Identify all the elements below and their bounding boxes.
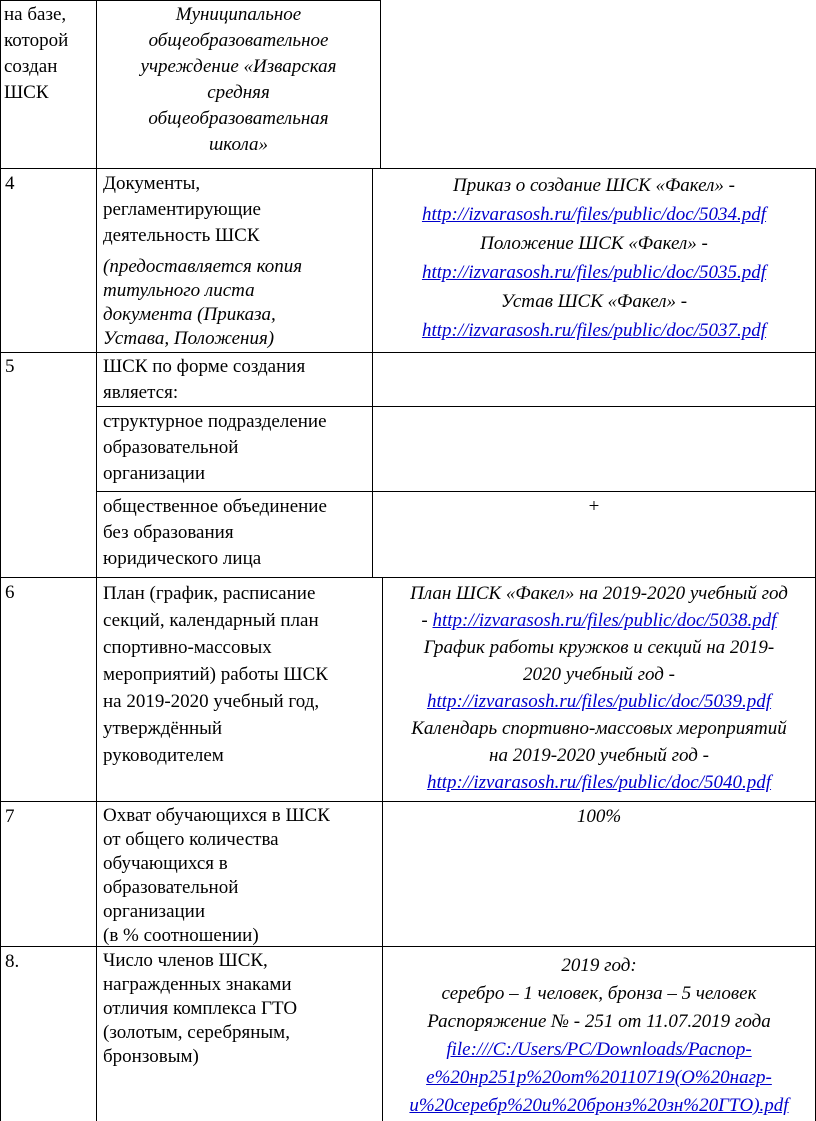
row6-value-text: График работы кружков и секций на 2019- — [423, 637, 775, 658]
row4-desc-line: регламентирующие — [103, 199, 261, 220]
row5-sub2-line: без образования — [103, 522, 234, 543]
row6-description — [103, 580, 328, 769]
row6-desc-line: руководителем — [103, 745, 224, 766]
row-top-col1-line: на базе, — [4, 4, 67, 25]
row5-option-public — [103, 494, 327, 572]
row6-desc-line: утверждённый — [103, 718, 223, 739]
row-top-col2-line: учреждение «Изварская — [140, 56, 337, 77]
row5-desc-line: ШСК по форме создания — [103, 356, 306, 377]
row6-value-text: - — [421, 610, 433, 631]
row8-desc-line: Число членов ШСК, — [103, 950, 268, 971]
row5-sub1-line: структурное подразделение — [103, 411, 327, 432]
gto-order-file-link[interactable]: е%20нр251р%20от%20110719(О%20нагр- — [426, 1067, 772, 1088]
row5-option-structural — [103, 409, 327, 487]
row8-description — [103, 949, 297, 1069]
row6-value-text: Календарь спортивно-массовых мероприятий — [411, 718, 787, 739]
doc-5035-link[interactable]: http://izvarasosh.ru/files/public/doc/5035.pdf — [421, 262, 767, 283]
row8-value-text: серебро – 1 человек, бронза – 5 человек — [441, 983, 757, 1004]
row4-value-text: Приказ о создание ШСК «Факел» - — [452, 175, 735, 196]
rule-row5-sub2-top — [96, 491, 815, 492]
doc-5038-link[interactable]: http://izvarasosh.ru/files/public/doc/5038.pdf — [432, 610, 777, 631]
row4-note-line: титульного листа — [103, 280, 255, 301]
row4-desc-line: деятельность ШСК — [103, 225, 260, 246]
rule-row5-sub1-top — [96, 406, 815, 407]
row8-desc-line: отличия комплекса ГТО — [103, 998, 298, 1019]
row5-sub2-line: юридического лица — [103, 548, 262, 569]
doc-5034-link[interactable]: http://izvarasosh.ru/files/public/doc/5034.pdf — [421, 204, 767, 225]
doc-5040-link[interactable]: http://izvarasosh.ru/files/public/doc/5040.pdf — [426, 772, 772, 793]
row7-number: 7 — [5, 806, 15, 827]
rule-row7-top — [0, 801, 815, 802]
rule-col1 — [96, 0, 97, 1121]
row8-desc-line: награжденных знаками — [103, 974, 292, 995]
row-top-col2-line: Муниципальное — [175, 4, 302, 25]
row5-description — [103, 354, 305, 406]
row-top-col1-line: которой — [4, 30, 69, 51]
row6-value-text: на 2019-2020 учебный год - — [489, 745, 709, 766]
row-top-col2-line: общеобразовательное — [148, 30, 329, 51]
row-top-col1-line: создан — [4, 56, 58, 77]
row7-desc-line: от общего количества — [103, 829, 279, 850]
row7-desc-line: организации — [103, 901, 206, 922]
row4-description-note — [103, 255, 302, 351]
row8-desc-line: бронзовым) — [103, 1046, 199, 1067]
rule-row6-top — [0, 577, 815, 578]
row5-desc-line: является: — [103, 382, 179, 403]
row6-value-text: 2020 учебный год - — [523, 664, 675, 685]
row6-desc-line: на 2019-2020 учебный год, — [103, 691, 320, 712]
row4-note-line: документа (Приказа, — [103, 304, 276, 325]
row-top-col2-line: средняя — [207, 82, 270, 103]
row6-desc-line: секций, календарный план — [103, 610, 319, 631]
doc-5037-link[interactable]: http://izvarasosh.ru/files/public/doc/5037.pdf — [421, 320, 767, 341]
rule-col2-top — [380, 0, 381, 169]
row4-value-text: Положение ШСК «Факел» - — [480, 233, 708, 254]
row7-desc-line: (в % соотношении) — [103, 925, 259, 946]
row6-desc-line: мероприятий) работы ШСК — [103, 664, 328, 685]
row8-value — [383, 952, 815, 1120]
row6-value-text: План ШСК «Факел» на 2019-2020 учебный год — [410, 583, 788, 604]
row8-number: 8. — [5, 951, 20, 972]
row-top-col1-line: ШСК — [4, 82, 49, 103]
row5-sub2-line: общественное объединение — [103, 496, 327, 517]
row5-number: 5 — [5, 356, 15, 377]
row7-desc-line: обучающихся в — [103, 853, 228, 874]
row5-sub1-line: организации — [103, 463, 206, 484]
row-top-col2-line: общеобразовательная — [148, 108, 329, 129]
rule-row4-top — [0, 168, 815, 169]
rule-row5-top — [0, 352, 815, 353]
row7-desc-line: Охват обучающихся в ШСК — [103, 805, 330, 826]
rule-top — [0, 0, 380, 1]
row5-sub1-line: образовательной — [103, 437, 239, 458]
row8-value-text: Распоряжение № - 251 от 11.07.2019 года — [427, 1011, 771, 1032]
row7-desc-line: образовательной — [103, 877, 239, 898]
row4-note-line: (предоставляется копия — [103, 256, 303, 277]
row4-desc-line: Документы, — [103, 173, 201, 194]
row4-description — [103, 171, 261, 249]
row-top-col2-line: школа» — [208, 134, 269, 155]
row8-value-text: 2019 год: — [561, 955, 637, 976]
row4-value-text: Устав ШСК «Факел» - — [500, 291, 688, 312]
rule-left — [0, 0, 1, 1121]
row6-desc-line: План (график, расписание — [103, 583, 316, 604]
row4-value — [373, 171, 815, 345]
gto-order-file-link[interactable]: и%20серебр%20и%20бронз%20зн%20ГТО).pdf — [409, 1095, 789, 1116]
row-top-col1 — [4, 2, 68, 106]
row7-description — [103, 804, 330, 948]
row4-number: 4 — [5, 173, 15, 194]
row5-public-mark: + — [588, 496, 600, 517]
row6-value — [383, 580, 815, 796]
doc-5039-link[interactable]: http://izvarasosh.ru/files/public/doc/5039.pdf — [426, 691, 772, 712]
row-top-col2 — [97, 2, 380, 158]
row6-desc-line: спортивно-массовых — [103, 637, 272, 658]
row6-number: 6 — [5, 582, 15, 603]
row7-value: 100% — [576, 806, 622, 827]
row8-desc-line: (золотым, серебряным, — [103, 1022, 290, 1043]
row4-note-line: Устава, Положения) — [103, 328, 275, 349]
gto-order-file-link[interactable]: file:///C:/Users/PC/Downloads/Распор- — [446, 1039, 752, 1060]
